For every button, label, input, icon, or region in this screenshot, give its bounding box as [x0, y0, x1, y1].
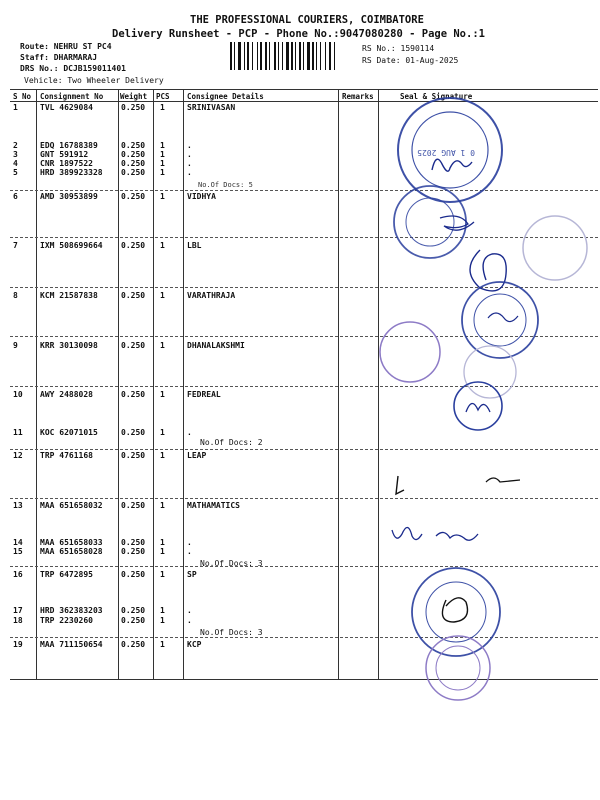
route-label: Route: NEHRU ST PC4	[20, 42, 112, 51]
row-consignee: .	[187, 168, 192, 177]
col-pcs: PCS	[156, 92, 170, 101]
row-consignee: .	[187, 547, 192, 556]
row-weight: 0.250	[121, 291, 146, 300]
row-weight: 0.250	[121, 192, 146, 201]
row-pcs: 1	[160, 640, 165, 649]
company-seal-stamp	[454, 382, 502, 430]
signature	[442, 598, 467, 622]
row-consignee: .	[187, 616, 192, 625]
row-consignment-no: IXM 508699664	[40, 241, 103, 250]
company-seal-stamp	[523, 216, 587, 280]
row-sno: 8	[13, 291, 18, 300]
row-consignment-no: GNT 591912	[40, 150, 89, 159]
row-consignment-no: TRP 4761168	[40, 451, 93, 460]
signature	[392, 527, 422, 539]
signature	[486, 478, 520, 482]
row-pcs: 1	[160, 570, 165, 579]
row-consignee: MATHAMATICS	[187, 501, 240, 510]
stamp-date: 0 1 AUG 2025	[417, 148, 475, 157]
rs-number: RS No.: 1590114	[362, 44, 435, 53]
row-consignment-no: TRP 2230260	[40, 616, 93, 625]
row-weight: 0.250	[121, 150, 146, 159]
row-consignment-no: CNR 1897522	[40, 159, 93, 168]
row-weight: 0.250	[121, 159, 146, 168]
row-weight: 0.250	[121, 103, 146, 112]
row-consignment-no: AWY 2488028	[40, 390, 93, 399]
row-pcs: 1	[160, 141, 165, 150]
row-weight: 0.250	[121, 606, 146, 615]
company-seal-stamp	[436, 646, 480, 690]
row-pcs: 1	[160, 390, 165, 399]
row-sno: 12	[13, 451, 23, 460]
row-consignment-no: MAA 651658033	[40, 538, 103, 547]
row-pcs: 1	[160, 616, 165, 625]
col-remarks: Remarks	[342, 92, 374, 101]
row-consignment-no: KCM 21587838	[40, 291, 98, 300]
row-pcs: 1	[160, 341, 165, 350]
row-consignee: DHANALAKSHMI	[187, 341, 245, 350]
row-consignee: SP	[187, 570, 197, 579]
docs-count-note: No.Of Docs: 2	[200, 438, 263, 447]
row-consignee: KCP	[187, 640, 202, 649]
docs-count-note: No.Of Docs: 5	[198, 181, 253, 189]
row-weight: 0.250	[121, 501, 146, 510]
row-weight: 0.250	[121, 538, 146, 547]
row-sno: 11	[13, 428, 23, 437]
row-sno: 18	[13, 616, 23, 625]
row-sno: 4	[13, 159, 18, 168]
row-consignee: .	[187, 141, 192, 150]
row-consignment-no: MAA 651658028	[40, 547, 103, 556]
row-consignee: VIDHYA	[187, 192, 216, 201]
staff-label: Staff: DHARMARAJ	[20, 53, 98, 62]
row-pcs: 1	[160, 428, 165, 437]
row-consignment-no: AMD 30953899	[40, 192, 98, 201]
row-consignment-no: TVL 4629084	[40, 103, 93, 112]
row-sno: 17	[13, 606, 23, 615]
row-consignee: FEDREAL	[187, 390, 221, 399]
row-pcs: 1	[160, 538, 165, 547]
row-pcs: 1	[160, 547, 165, 556]
row-consignment-no: HRD 389923328	[40, 168, 103, 177]
company-seal-stamp	[380, 322, 440, 382]
row-weight: 0.250	[121, 547, 146, 556]
row-consignment-no: EDQ 16788389	[40, 141, 98, 150]
row-weight: 0.250	[121, 341, 146, 350]
row-weight: 0.250	[121, 616, 146, 625]
row-consignee: LBL	[187, 241, 202, 250]
row-sno: 10	[13, 390, 23, 399]
row-consignee: .	[187, 428, 192, 437]
signature	[466, 403, 490, 412]
row-consignee: .	[187, 538, 192, 547]
row-pcs: 1	[160, 192, 165, 201]
row-consignment-no: KRR 30130098	[40, 341, 98, 350]
row-weight: 0.250	[121, 451, 146, 460]
row-consignment-no: MAA 651658032	[40, 501, 103, 510]
row-pcs: 1	[160, 159, 165, 168]
row-sno: 6	[13, 192, 18, 201]
row-sno: 7	[13, 241, 18, 250]
row-sno: 14	[13, 538, 23, 547]
row-sno: 19	[13, 640, 23, 649]
company-seal-stamp	[412, 568, 500, 656]
row-consignee: .	[187, 606, 192, 615]
row-pcs: 1	[160, 501, 165, 510]
row-pcs: 1	[160, 606, 165, 615]
row-weight: 0.250	[121, 428, 146, 437]
row-sno: 3	[13, 150, 18, 159]
company-seal-stamp	[462, 282, 538, 358]
row-consignee: .	[187, 159, 192, 168]
row-sno: 16	[13, 570, 23, 579]
col-sno: S No	[13, 92, 32, 101]
row-weight: 0.250	[121, 570, 146, 579]
row-consignee: SRINIVASAN	[187, 103, 236, 112]
runsheet-subtitle: Delivery Runsheet - PCP - Phone No.:9047080280 - Page No.:1	[112, 28, 485, 40]
row-consignment-no: TRP 6472895	[40, 570, 93, 579]
col-consignment: Consignment No	[40, 92, 104, 101]
col-weight: Weight	[120, 92, 148, 101]
row-sno: 15	[13, 547, 23, 556]
row-sno: 13	[13, 501, 23, 510]
signature	[436, 532, 478, 540]
row-weight: 0.250	[121, 168, 146, 177]
company-name: THE PROFESSIONAL COURIERS, COIMBATORE	[190, 14, 424, 26]
row-pcs: 1	[160, 168, 165, 177]
company-seal-stamp	[464, 346, 516, 398]
row-pcs: 1	[160, 103, 165, 112]
row-sno: 9	[13, 341, 18, 350]
signature	[432, 159, 472, 171]
row-pcs: 1	[160, 451, 165, 460]
signature	[440, 216, 474, 230]
col-seal-signature: Seal & Signature	[400, 92, 473, 101]
row-pcs: 1	[160, 291, 165, 300]
row-sno: 1	[13, 103, 18, 112]
rs-date: RS Date: 01-Aug-2025	[362, 56, 459, 65]
row-pcs: 1	[160, 241, 165, 250]
col-consignee: Consignee Details	[187, 92, 264, 101]
row-weight: 0.250	[121, 241, 146, 250]
company-seal-stamp	[394, 186, 466, 258]
row-pcs: 1	[160, 150, 165, 159]
row-consignment-no: HRD 362383203	[40, 606, 103, 615]
row-weight: 0.250	[121, 141, 146, 150]
signature	[396, 476, 404, 494]
signature	[488, 313, 518, 322]
docs-count-note: No.Of Docs: 3	[200, 628, 263, 637]
row-sno: 2	[13, 141, 18, 150]
row-consignment-no: KOC 62071015	[40, 428, 98, 437]
row-weight: 0.250	[121, 390, 146, 399]
row-consignee: LEAP	[187, 451, 207, 460]
company-seal-stamp	[398, 98, 502, 202]
docs-count-note: No.Of Docs: 3	[200, 559, 263, 568]
row-weight: 0.250	[121, 640, 146, 649]
vehicle-type: Vehicle: Two Wheeler Delivery	[24, 76, 164, 85]
row-consignee: .	[187, 150, 192, 159]
row-consignment-no: MAA 711150654	[40, 640, 103, 649]
row-sno: 5	[13, 168, 18, 177]
drs-number: DRS No.: DCJB159011401	[20, 64, 126, 73]
row-consignee: VARATHRAJA	[187, 291, 236, 300]
